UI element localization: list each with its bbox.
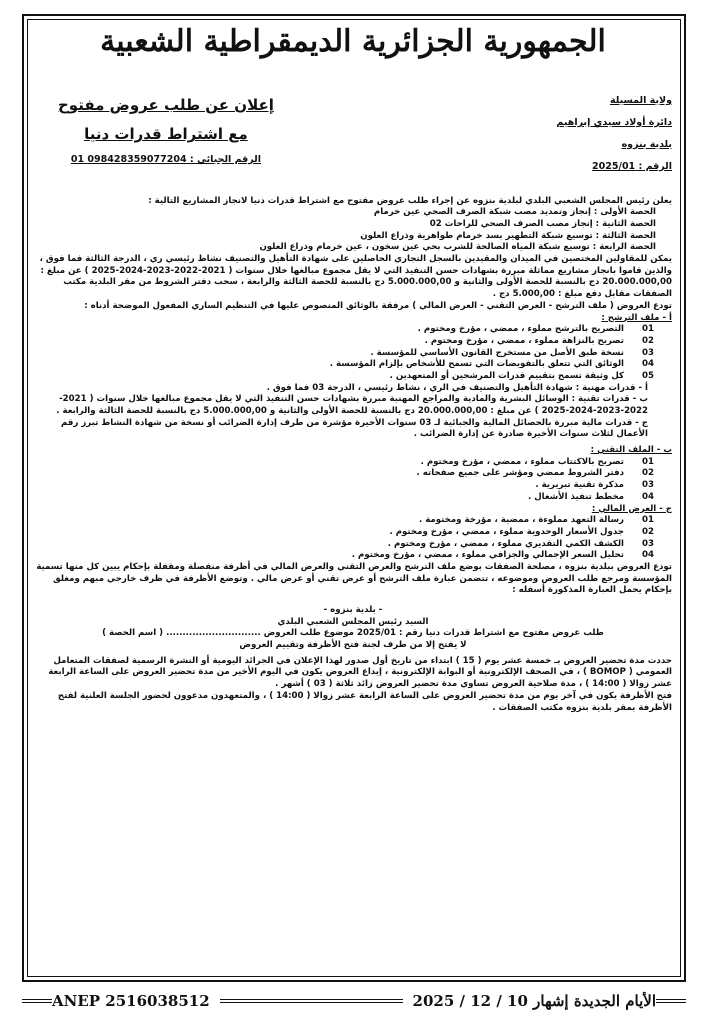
- list-item: [34, 492, 654, 504]
- envelope-label-line: طلب عروض مفتوح مع اشتراط قدرات دنيا رقم : 2025/01 موضوع طلب العروض ............................. ( اسم الحصة ): [102, 628, 604, 639]
- item-text: مخطط تنفيذ الأشغال .: [527, 491, 624, 502]
- envelope-paragraph: تودع العروض ببلدية بنزوه ، مصلحة الصفقات بوضع ملف الترشح والعرض التقني والعرض المالي في أظرفة منفصلة ومقفلة بإحكام يبين كل منها تسمية المؤسسة ومرجع طلب العروض وموضوعه ، تتضمن عبارة ملف الترشح أو عرض تقني أو عرض مالي . وتوضع الأظرفة في ظرف خارجي مبهم ومغلق بإحكام يحمل العبارة المذكورة أسفله :: [36, 561, 672, 596]
- list-item: [34, 348, 654, 360]
- list-item: [34, 324, 654, 336]
- announcement-block: [34, 95, 274, 174]
- envelope-label-line: لا يفتح إلا من طرف لجنة فتح الأظرفة وتقييم العروض: [239, 640, 467, 651]
- item-text: تصريح بالنزاهة مملوء ، ممضي ، مؤرخ ومختوم .: [424, 335, 624, 346]
- journal-date: الأيام الجديدة إشهار 10 / 12 / 2025: [412, 992, 656, 1010]
- list-item: [34, 336, 654, 348]
- item-number: 04: [642, 359, 654, 370]
- item-text: نسخة طبق الأصل من مستخرج القانون الأساسي للمؤسسة .: [370, 347, 624, 358]
- section-b-title: ب - الملف التقني :: [590, 445, 672, 456]
- capacity-item: أ - قدرات مهنية : شهادة التأهيل والتصنيف في الري ، نشاط رئيسي ، الدرجة 03 فما فوق .: [266, 382, 648, 393]
- footer-rule: [656, 999, 686, 1003]
- daira-label: دائرة أولاد سيدي إبراهيم: [556, 116, 672, 128]
- item-number: 05: [642, 370, 654, 381]
- item-number: 02: [642, 335, 654, 346]
- footer-rule: [22, 999, 52, 1003]
- list-item: [34, 527, 654, 539]
- item-number: 01: [642, 456, 654, 467]
- list-item: [34, 457, 654, 469]
- item-number: 03: [642, 480, 654, 491]
- footer-rule: [220, 999, 403, 1003]
- item-number: 03: [642, 347, 654, 358]
- list-item: [34, 539, 654, 551]
- opening-paragraph: فتح الأظرفة يكون في آخر يوم من مدة تحضير العروض على الساعة الرابعة عشر زوالا ( 14:00 ) ، والمتعهدون مدعوون لحضور الجلسة العلنية لفتح الأظرفة بمقر بلدية بنزوه مكتب الصفقات .: [57, 690, 672, 713]
- item-text: تصريح بالاكتتاب مملوء ، ممضي ، مؤرخ ومختوم .: [420, 456, 624, 467]
- envelope-label-line: السيد رئيس المجلس الشعبي البلدي: [277, 616, 429, 627]
- wilaya-label: ولاية المسيلة: [610, 95, 672, 106]
- capacity-item: ب - قدرات تقنية : الوسائل البشرية والمادية والمراجع المهنية مبررة بشهادات حسن التنفيذ التي لا يقل مجموع مبالغها خلال سنوات ( 2021-2022-2023-2024-2025 ) عن مبلغ : 20.000.000,00 دج بالنسبة للحصة الأولى والثانية و 5.000.000,00 دج بالنسبة للحصة الثالثة والرابعة .: [56, 394, 648, 416]
- list-item: [34, 468, 654, 480]
- item-number: 01: [642, 324, 654, 335]
- item-text: كل وثيقة تسمح بتقييم قدرات المرشحين أو المتعهدين .: [389, 370, 624, 381]
- capacity-item: ج - قدرات مالية مبررة بالحصائل المالية والجبائية لـ 03 سنوات الأخيرة مؤشرة من طرف إدارة الضرائب أو نسخة من شهادة النشاط تبرز رقم الأعمال لثلاث سنوات الأخيرة صادرة عن إدارة الضرائب .: [61, 417, 648, 440]
- section-c-title: ج - العرض المالي :: [591, 503, 672, 514]
- eligibility-paragraph: يمكن للمقاولين المختصين في الميدان والمقيدين بالسجل التجاري الحاصلين على شهادة التأهيل والتصنيف نشاط رئيسي ري ، الدرجة الثالثة فما فوق ، والذين قاموا بانجاز مشاريع مماثلة مبررة بشهادات حسن التنفيذ التي لا يقل مجموع مبالغها خلال سنوات ( 2021-2022-2023-2024-2025 ) عن مبلغ : 20.000.000,00 دج بالنسبة للحصة الأولى والثانية و 5.000.000,00 دج بالنسبة للحصة الثالثة والرابعة ، سحب دفتر الشروط من مقر البلدية مكتب الصفقات مقابل دفع مبلغ : 5.000,00 دج .: [39, 254, 672, 300]
- intro-paragraph: يعلن رئيس المجلس الشعبي البلدي لبلدية بنزوه عن إجراء طلب عروض مفتوح مع اشتراط قدرات دنيا لانجاز المشاريع التالية :: [148, 195, 672, 206]
- section-c-list: [34, 515, 672, 562]
- item-number: 02: [642, 526, 654, 537]
- issuer-block: [556, 95, 672, 174]
- item-text: دفتر الشروط ممضي ومؤشر على جميع صفحاته .: [416, 468, 624, 479]
- list-item: [34, 515, 654, 527]
- envelope-label-line: - بلدية بنزوه -: [323, 605, 383, 615]
- lot-item: الحصة الأولى : إنجاز وتمديد مصب شبكة الصرف الصحي عين خرمام: [373, 207, 656, 218]
- item-number: 03: [642, 538, 654, 549]
- item-number: 04: [642, 550, 654, 561]
- list-item: [34, 359, 654, 371]
- anep-number: ANEP 2516038512: [52, 992, 210, 1010]
- item-text: رسالة التعهد مملوءة ، ممضية ، مؤرخة ومختومة .: [418, 515, 624, 526]
- tax-id: الرقم الجبائي : 098428359077204 01: [70, 153, 261, 165]
- page-title: الجمهورية الجزائرية الديمقراطية الشعبية: [100, 24, 606, 59]
- item-number: 01: [642, 515, 654, 526]
- section-a-title: أ - ملف الترشح :: [601, 312, 672, 323]
- deposit-intro: تودع العروض ( ملف الترشح - العرض التقني - العرض المالي ) مرفقة بالوثائق المنصوص عليها في التنظيم الساري المفعول الموضحة أدناه :: [84, 300, 672, 311]
- lot-item: الحصة الرابعة : توسيع شبكة المياه الصالحة للشرب بحي عين سخون ، عين خرمام وذراع العلون: [259, 242, 656, 253]
- item-text: جدول الأسعار الوحدوية مملوء ، ممضي ، مؤرخ ومختوم .: [389, 526, 624, 537]
- document-content: [34, 22, 672, 714]
- item-text: التصريح بالترشح مملوء ، ممضي ، مؤرخ ومختوم .: [417, 324, 624, 335]
- capacity-list: [34, 383, 672, 441]
- lot-item: الحصة الثانية : إنجاز مصب الصرف الصحي للراحات 02: [429, 219, 656, 229]
- list-item: [34, 371, 654, 383]
- lot-item: الحصة الثالثة : توسيع شبكة التطهير بسد خرمام طواهرية وذراع العلون: [360, 230, 656, 241]
- commune-label: بلدية بنزوه: [621, 138, 672, 150]
- envelope-label-block: [34, 605, 672, 652]
- duration-paragraph: حددت مدة تحضير العروض بـ خمسة عشر يوم ( 15 ) ابتداء من تاريخ أول صدور لهذا الإعلان في الجرائد اليومية أو النشرة الرسمية لصفقات المتعامل العمومي ( BOMOP ) ، في الصحف الإلكترونية أو البوابة الإلكترونية ، إيداع العروض يكون في اليوم الأخير من مدة تحضير العروض على الساعة الرابعة عشر زوالا ( 14:00 ) ، مدة صلاحية العروض تساوي مدة تحضير العروض زائد ثلاثة ( 03 ) أشهر .: [48, 655, 672, 690]
- item-text: الوثائق التي تتعلق بالتفويضات التي تسمح للأشخاص بإلزام المؤسسة .: [329, 359, 624, 370]
- item-number: 02: [642, 468, 654, 479]
- lots-list: [34, 207, 672, 254]
- footer-bar: [22, 988, 686, 1014]
- announcement-subtitle: مع اشتراط قدرات دنيا: [84, 125, 248, 144]
- item-number: 04: [642, 491, 654, 502]
- item-text: تحليل السعر الإجمالي والجزافي مملوء ، ممضي ، مؤرخ ومختوم .: [351, 550, 624, 561]
- section-a-list: [34, 324, 672, 382]
- reference-number: الرقم : 2025/01: [592, 160, 672, 172]
- item-text: مذكرة تقنية تبريرية .: [535, 480, 624, 491]
- item-text: الكشف الكمي التقديري مملوء ، ممضي ، مؤرخ ومختوم .: [387, 538, 624, 549]
- list-item: [34, 550, 654, 562]
- section-b-list: [34, 457, 672, 504]
- header-row: [34, 95, 672, 174]
- announcement-title: إعلان عن طلب عروض مفتوح: [58, 96, 274, 114]
- list-item: [34, 480, 654, 492]
